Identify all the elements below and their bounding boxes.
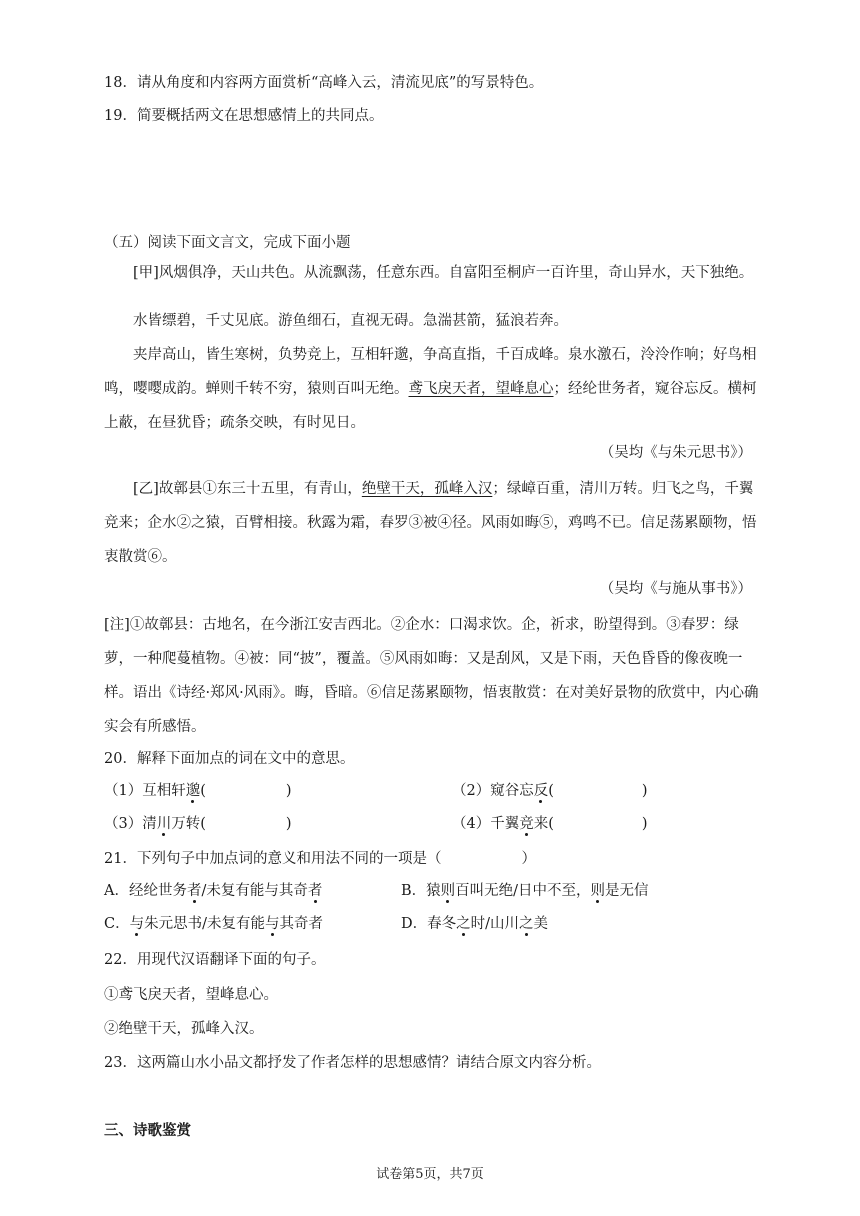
q21-option-d-text-b: 时/山川 [470,916,520,932]
dotted-word: 与 [265,916,280,932]
q20-item-4-close: ) [641,816,648,832]
q20-item-1 [104,781,292,801]
question-19: 19．简要概括两文在思想感情上的共同点。 [104,108,384,124]
dotted-word: 之 [456,916,471,932]
q21-option-c [104,914,323,934]
q21-option-b-text-a: B．猿 [401,883,441,899]
q21-stem-close: ） [521,851,536,867]
annotation-note: [注]①故鄣县：古地名，在今浙江安吉西北。②企水：口渴求饮。企，祈求，盼望得到。③春罗：绿萝，一种爬蔓植物。④被：同“披”，覆盖。⑤风雨如晦：又是刮风，又是下雨，天色昏昏的像夜晚一样。语出《诗经·郑风·风雨》。晦，昏暗。⑥信足荡累颐物，悟衷散赏：在对美好景物的欣赏中，内心确实会有所感悟。 [104,617,759,735]
underlined-sentence-2: 绝壁干天，孤峰入汉 [361,481,493,497]
q21-option-d [401,914,548,934]
passage-yi-text-b: ；绿嶂百重，清川万转。归飞之鸟，千翼竞来；企水②之猿，百臂相接。秋露为霜，春罗③被④径。风雨如晦⑤，鸡鸣不已。信足荡累颐物，悟衷散赏⑥。 [104,481,757,565]
q20-item-3-close: ) [285,816,292,832]
passage-yi [104,472,762,574]
question-21-stem [104,849,536,869]
section-3-title: 三、诗歌鉴赏 [104,1122,191,1139]
dotted-word: 反 [533,783,549,799]
dotted-word: 之 [519,916,534,932]
question-20-stem: 20．解释下面加点的词在文中的意思。 [104,751,355,767]
source-yi: （吴均《与施从事书》） [599,581,752,597]
passage-jia-p1: [甲]风烟俱净，天山共色。从流飘荡，任意东西。自富阳至桐庐一百许里，奇山异水，天下独绝。 [133,265,754,281]
dotted-word: 者 [186,883,202,899]
source-jia: （吴均《与朱元思书》） [599,445,752,461]
q20-item-3-pre: （3）清 [104,816,157,832]
q20-item-1-pre: （1）互相轩 [104,783,186,799]
dotted-word: 则 [440,883,456,899]
section-5-title: （五）阅读下面文言文，完成下面小题 [104,235,351,251]
q21-option-d-text-a: D．春冬 [401,916,457,932]
dotted-word: 则 [590,883,606,899]
passage-jia-p2: 水皆缥碧，千丈见底。游鱼细石，直视无碍。急湍甚箭，猛浪若奔。 [133,313,568,329]
q20-item-4 [452,814,648,834]
dotted-word: 川 [156,816,172,832]
passage-jia-p3-text-b: ；经纶世务者，窥谷忘反。横柯上蔽，在昼犹昏；疏条交映，有时见日。 [104,381,757,431]
passage-jia-p3 [104,338,762,440]
q21-option-a-text-b: /未复有能与其奇 [201,883,308,899]
q20-item-2-close: ) [641,783,648,799]
q21-option-b-text-b: 百叫无绝/日中不至， [455,883,591,899]
dotted-word: 邈 [185,783,201,799]
q20-item-4-post: 来( [533,816,554,832]
page-footer: 试卷第5页，共7页 [376,1167,484,1182]
q20-item-2-post: ( [548,783,554,799]
q21-option-d-text-c: 美 [533,916,549,932]
q20-item-2 [452,781,648,801]
question-18: 18．请从角度和内容两方面赏析“高峰入云，清流见底”的写景特色。 [104,75,544,91]
dotted-word: 者 [307,883,323,899]
q20-item-1-post: ( [200,783,206,799]
passage-yi-text-a: [乙]故鄣县①东三十五里，有青山， [133,481,362,497]
q20-item-2-pre: （2）窥谷忘 [452,783,534,799]
q21-option-a-text-a: A．经纶世务 [104,883,187,899]
q21-option-c-text-a: C． [104,916,130,932]
underlined-sentence-1: 鸢飞戾天者，望峰息心 [408,381,554,397]
q21-option-b [401,881,649,901]
question-23: 23．这两篇山水小品文都抒发了作者怎样的思想感情？请结合原文内容分析。 [104,1055,601,1071]
q21-option-c-text-c: 其奇者 [279,916,323,932]
q20-item-1-close: ) [285,783,292,799]
q20-item-3-post: 万转( [171,816,206,832]
q22-sentence-2: ②绝壁干天，孤峰入汉。 [104,1021,264,1037]
q22-sentence-1: ①鸢飞戾天者，望峰息心。 [104,987,278,1003]
dotted-word: 竞 [519,816,534,832]
passage-jia-p3-text-a: 夹岸高山，皆生寒树，负势竞上，互相轩邈，争高直指，千百成峰。泉水激石，泠泠作响；好鸟相鸣，嘤嘤成韵。蝉则千转不穷，猿则百叫无绝。 [104,347,757,397]
q20-item-3 [104,814,292,834]
q20-item-4-pre: （4）千翼 [452,816,520,832]
q21-option-a [104,881,322,901]
question-22-stem: 22．用现代汉语翻译下面的句子。 [104,952,326,968]
dotted-word: 与 [129,916,145,932]
q21-option-c-text-b: 朱元思书/未复有能 [144,916,265,932]
q21-option-b-text-c: 是无信 [605,883,649,899]
q21-stem-text: 21．下列句子中加点词的意义和用法不同的一项是（ [104,851,442,867]
